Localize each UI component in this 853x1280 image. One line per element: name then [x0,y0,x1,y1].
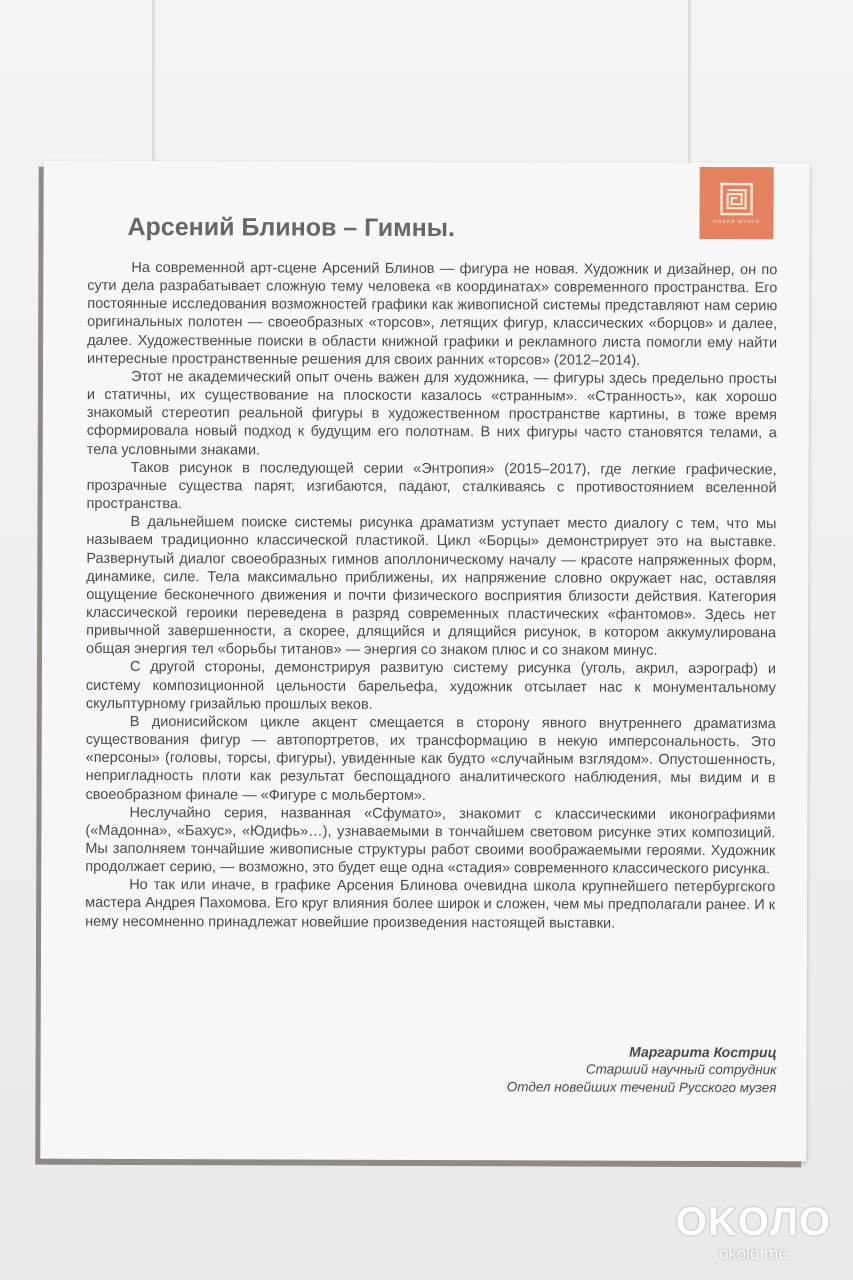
watermark-brand: OKOЛO [675,1200,831,1244]
paragraph-2: Этот не академический опыт очень важен для художника, — фигуры здесь предельно просты и статичны, их существование на плоскости казалось «странным». «Странность», как хорошо знакомый стереотип реальной фигуры в художественном пространстве картины, в тоже время сформировала новый подход к будущим его полотнам. В них фигуры часто становятся телами, а тела условными знаками. [86,368,778,458]
paragraph-3: Таков рисунок в последующей серии «Энтропия» (2015–2017), где легкие графические, прозрачные существа парят, изгибаются, падают, сталкиваясь с противостоянием вселенной пространства. [86,459,777,513]
watermark [676,1200,831,1264]
wall-seam-right [688,0,691,175]
author-department: Отдел новейших течений Русского музея [506,1079,777,1096]
page-title: Арсений Блинов – Гимны. [127,212,456,243]
paragraph-7: Неслучайно серия, названная «Сфумато», знакомит с классическими иконографиями («Мадонна», «Бахус», «Юдифь»…), узнаваемыми в тончайшем световом рисунке этих композиций. Мы заполняем тончайшие живописные структуры работ своими воображаемыми героями. Художник продолжает серию, — возможно, это будет еще одна «стадия» современного классического рисунка. [85,804,776,878]
wall-seam-left [152,0,155,175]
author-position: Старший научный сотрудник [585,1061,777,1078]
author-name: Маргарита Костриц [629,1043,777,1061]
museum-logo [699,167,773,239]
paragraph-5: С другой стороны, демонстрируя развитую систему рисунка (уголь, акрил, аэрограф) и систему композиционной цельности барельефа, художник отсылает нас к монументальному скульптурному гризайлью прошлых веков. [85,659,776,713]
paragraph-4: В дальнейшем поиске системы рисунка драматизм уступает место диалогу с тем, что мы называем традиционно классической пластикой. Цикл «Борцы» демонстрирует это на выставке. Развернутый диалог своеобразных гимнов аполлоническому началу — красоте напряженных форм, динамике, силе. Тела максимально приближены, их напряжение словно окружает нас, оставляя ощущение бесконечного движения и почти физического восприятия близости действия. Категория классической героики переведена в разряд современных пластических «фантомов». Здесь нет привычной завершенности, а скорее, длящийся и длящийся рисунок, в котором аккумулирована общая энергия тел «борьбы титанов» — энергия со знаком плюс и со знаком минус. [86,514,777,660]
paragraph-8: Но так или иначе, в графике Арсения Блинова очевидна школа крупнейшего петербургского мастера Андрея Пахомова. Его круг влияния более широк и сложен, чем мы предполагали ранее. И к нему несомненно принадлежат новейшие произведения настоящей выставки. [85,877,776,932]
museum-logo-caption: НОВАЯ МУЗЕЯ [712,218,761,225]
paragraph-1: На современной арт-сцене Арсений Блинов — фигура не новая. Художник и дизайнер, он по сути дела разрабатывает сложную тему человека «в координатах» современного пространства. Его постоянные исследования возможностей графики как живописной системы представляют нам серию оригинальных полотен — своеобразных «торсов», летящих фигур, классических «борцов» и далее, далее. Художественные поиски в области книжной графики и рекламного листа помогли ему найти интересные пространственные решения для своих ранних «торсов» (2012–2014). [87,259,778,369]
watermark-site: okolo.me [718,1244,788,1263]
paragraph-6: В дионисийском цикле акцент смещается в сторону явного внутреннего драматизма существования фигур — автопортретов, их трансформацию в некую имперсональность. Это «персоны» (головы, торсы, фигуры), увиденные как будто «случайным взглядом». Опустошенность, непригладность плоти как результат беспощадного аналитического наблюдения, мы видим и в своеобразном финале — «Фигуре с мольбертом». [85,713,776,804]
article-body [85,259,777,933]
author-signature [507,1042,777,1097]
exhibition-text-panel [40,161,809,1162]
museum-logo-icon [720,182,754,216]
